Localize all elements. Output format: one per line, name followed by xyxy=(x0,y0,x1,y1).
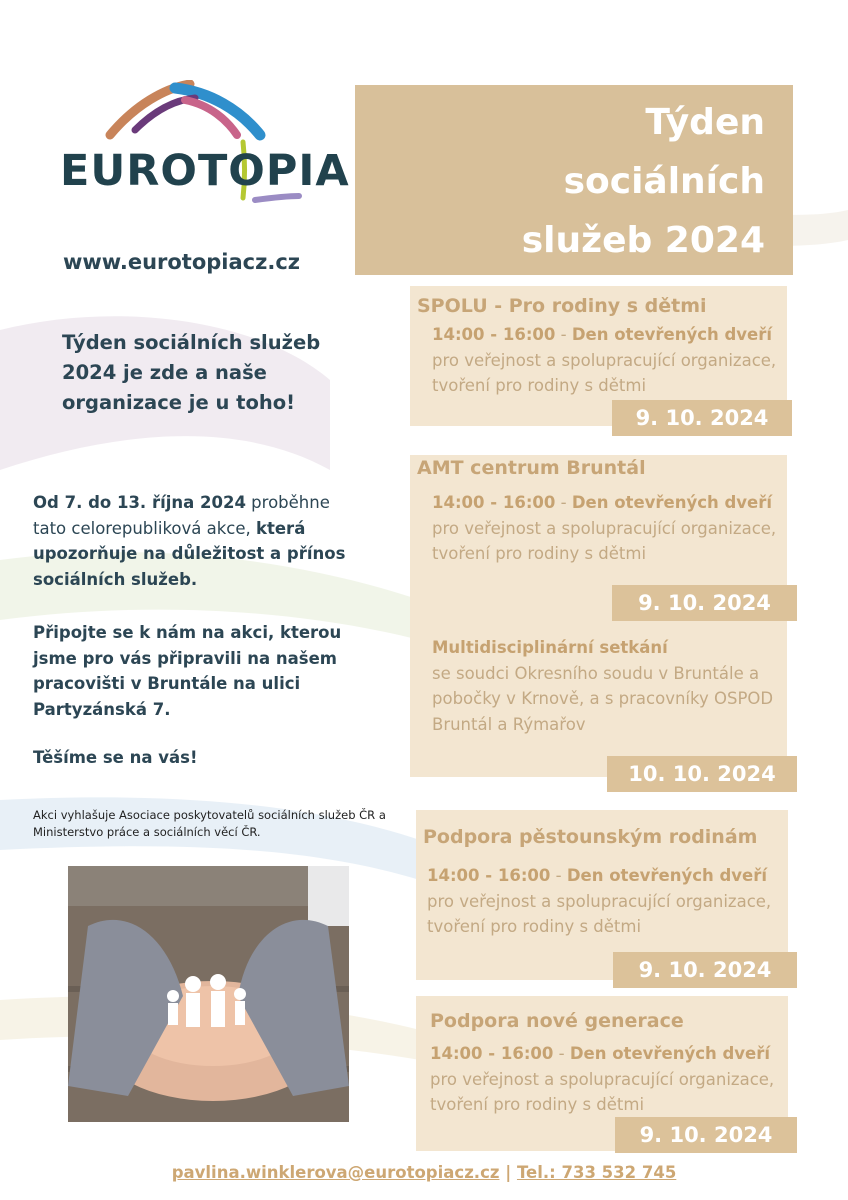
event-description: 14:00 - 16:00 - Den otevřených dveří pro veřejnost a spolupracující organizace, tvoření pro rodiny s dětmi xyxy=(432,493,777,563)
paragraph-invite: Připojte se k nám na akci, kterou jsme pro vás připravili na našem pracovišti v Bruntále na ulici Partyzánská 7. xyxy=(33,623,342,719)
dates-bold: Od 7. do 13. října 2024 xyxy=(33,493,246,512)
event-date: 10. 10. 2024 xyxy=(607,756,797,792)
phone-link[interactable]: Tel.: 733 532 745 xyxy=(516,1163,677,1182)
event-title: Podpora nové generace xyxy=(430,1010,684,1032)
paragraph-closing: Těšíme se na vás! xyxy=(33,748,198,767)
website-url[interactable]: www.eurotopiacz.cz xyxy=(63,250,300,274)
event-date: 9. 10. 2024 xyxy=(613,952,797,988)
dates-text: proběhne tato celorepubliková akce, xyxy=(33,493,330,538)
event-date: 9. 10. 2024 xyxy=(615,1117,797,1153)
event-description: 14:00 - 16:00 - Den otevřených dveří pro veřejnost a spolupracující organizace, tvoření pro rodiny s dětmi xyxy=(432,325,777,395)
contact-footer xyxy=(0,1163,848,1182)
event-date: 9. 10. 2024 xyxy=(612,585,797,621)
eurotopia-logo xyxy=(55,80,350,210)
email-link[interactable]: pavlina.winklerova@eurotopiacz.cz xyxy=(171,1163,500,1182)
event-title: Podpora pěstounským rodinám xyxy=(423,826,758,848)
event-title: AMT centrum Bruntál xyxy=(417,457,646,479)
importance-bold: která upozorňuje na důležitost a přínos sociálních služeb. xyxy=(33,518,346,589)
event-title: SPOLU - Pro rodiny s dětmi xyxy=(417,295,707,317)
contact-separator: | xyxy=(499,1163,517,1182)
event-description: 14:00 - 16:00 - Den otevřených dveří pro veřejnost a spolupracující organizace, tvoření pro rodiny s dětmi xyxy=(430,1044,775,1114)
title-line-2: sociálních xyxy=(563,161,765,202)
title-line-3: služeb 2024 xyxy=(521,220,765,261)
intro-heading: Týden sociálních služeb 2024 je zde a naše organizace je u toho! xyxy=(62,331,321,414)
logo-wordmark: EUROTOPIA xyxy=(60,146,350,196)
title-box xyxy=(355,85,793,275)
title-line-1: Týden xyxy=(645,102,765,143)
footnote: Akci vyhlašuje Asociace poskytovatelů sociálních služeb ČR a Ministerstvo práce a sociálních věcí ČR. xyxy=(33,808,386,839)
event-multidisciplinary-description: Multidisciplinární setkání se soudci Okresního soudu v Bruntále a pobočky v Krnově, a s pracovníky OSPOD Bruntál a Rýmařov xyxy=(432,638,774,734)
paragraph-dates xyxy=(33,490,363,592)
event-description: 14:00 - 16:00 - Den otevřených dveří pro veřejnost a spolupracující organizace, tvoření pro rodiny s dětmi xyxy=(427,866,772,936)
hands-family-photo xyxy=(68,866,349,1122)
event-date: 9. 10. 2024 xyxy=(612,400,792,436)
